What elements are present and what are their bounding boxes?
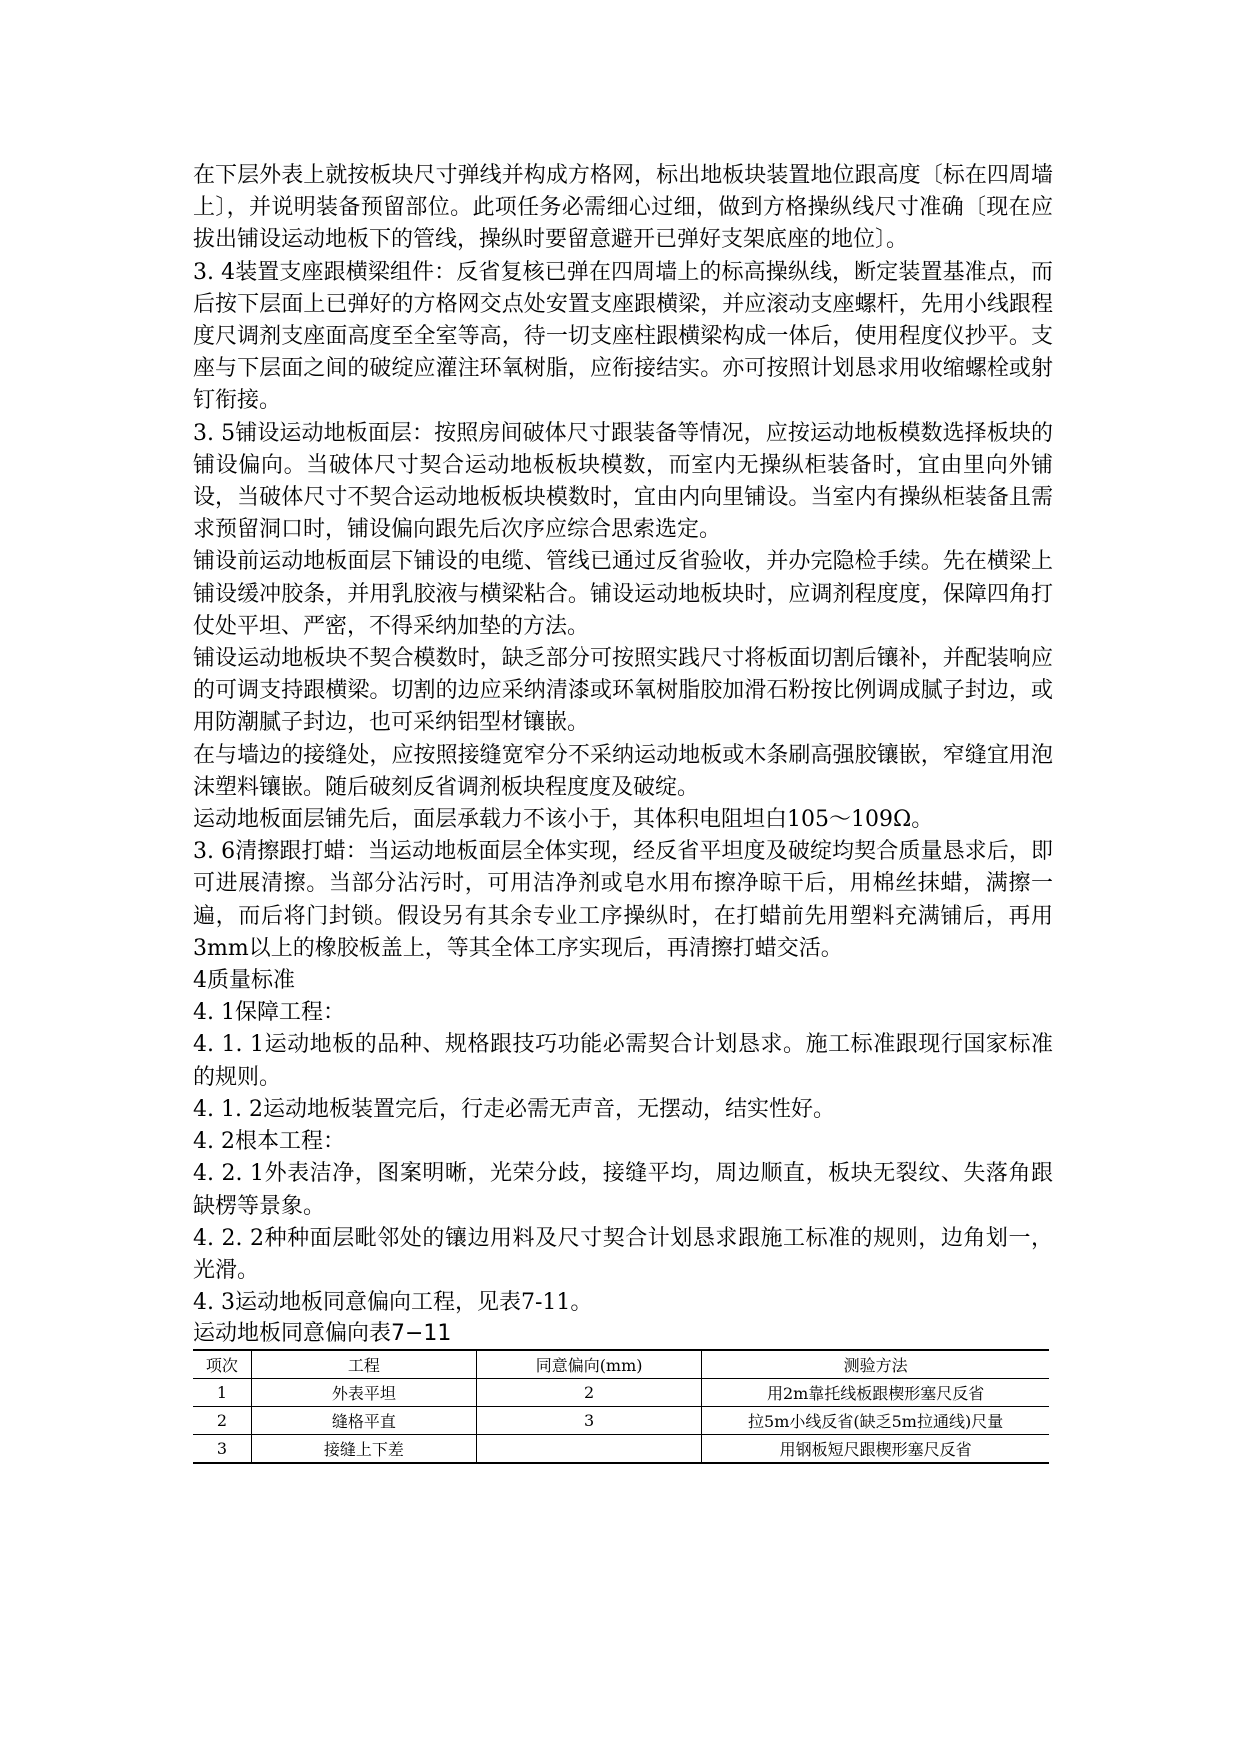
- paragraph: 在下层外表上就按板块尺寸弹线并构成方格网，标出地板块装置地位跟高度〔标在四周墙上〕，并说明装备预留部位。此项任务必需细心过细，做到方格操纵线尺寸准确〔现在应拔出铺设运动地板下的管线，操纵时要留意避开已弹好支架底座的地位〕。: [193, 163, 1053, 253]
- paragraph: 4. 3运动地板同意偏向工程，见表7-11。: [193, 1290, 593, 1316]
- table-cell: 用钢板短尺跟楔形塞尺反省: [702, 1435, 1049, 1464]
- subsection-heading: 4. 2根本工程：: [193, 1129, 345, 1155]
- paragraph: 铺设运动地板块不契合模数时，缺乏部分可按照实践尺寸将板面切割后镶补，并配装响应的可调支持跟横梁。切割的边应采纳清漆或环氧树脂胶加滑石粉按比例调成腻子封边，或用防潮腻子封边，也可采纳铝型材镶嵌。: [193, 646, 1053, 736]
- body-text: [193, 160, 1053, 1319]
- table-cell: [476, 1435, 701, 1464]
- table-row: [193, 1379, 1049, 1407]
- deviation-table: [193, 1349, 1049, 1464]
- paragraph: 4. 2. 2种种面层毗邻处的镶边用料及尺寸契合计划恳求跟施工标准的规则，边角划一，光滑。: [193, 1225, 1053, 1283]
- table-cell: 3: [476, 1407, 701, 1435]
- section-heading: 4质量标准: [193, 968, 295, 994]
- document-page: [193, 160, 1053, 1464]
- table-cell: 3: [193, 1435, 251, 1464]
- table-cell: 用2m靠托线板跟楔形塞尺反省: [702, 1379, 1049, 1407]
- paragraph: 铺设前运动地板面层下铺设的电缆、管线已通过反省验收，并办完隐检手续。先在横梁上铺设缓冲胶条，并用乳胶液与横梁粘合。铺设运动地板块时，应调剂程度度，保障四角打仗处平坦、严密，不得采纳加垫的方法。: [193, 549, 1053, 639]
- column-header: 测验方法: [702, 1350, 1049, 1379]
- column-header: 同意偏向(mm): [476, 1350, 701, 1379]
- paragraph: 3. 4装置支座跟横梁组件：反省复核已弹在四周墙上的标高操纵线，断定装置基准点，而后按下层面上已弹好的方格网交点处安置支座跟横梁，并应滚动支座螺杆，先用小线跟程度尺调剂支座面高度至全室等高，待一切支座柱跟横梁构成一体后，使用程度仪抄平。支座与下层面之间的破绽应灌注环氧树脂，应衔接结实。亦可按照计划恳求用收缩螺栓或射钉衔接。: [193, 259, 1053, 414]
- column-header: 工程: [251, 1350, 476, 1379]
- paragraph: 4. 1. 1运动地板的品种、规格跟技巧功能必需契合计划恳求。施工标准跟现行国家标准的规则。: [193, 1032, 1053, 1090]
- table-title: 运动地板同意偏向表7−11: [193, 1321, 452, 1347]
- table-cell: 缝格平直: [251, 1407, 476, 1435]
- table-cell: 1: [193, 1379, 251, 1407]
- table-cell: 2: [193, 1407, 251, 1435]
- paragraph: 运动地板面层铺先后，面层承载力不该小于，其体积电阻坦白105～109Ω。: [193, 807, 934, 833]
- column-header: 项次: [193, 1350, 251, 1379]
- paragraph: 在与墙边的接缝处，应按照接缝宽窄分不采纳运动地板或木条刷高强胶镶嵌，窄缝宜用泡沫塑料镶嵌。随后破刻反省调剂板块程度度及破绽。: [193, 742, 1053, 800]
- table-row: [193, 1407, 1049, 1435]
- subsection-heading: 4. 1保障工程：: [193, 1000, 345, 1026]
- table-row: [193, 1435, 1049, 1464]
- paragraph: 4. 2. 1外表洁净，图案明晰，光荣分歧，接缝平均，周边顺直，板块无裂纹、失落角跟缺楞等景象。: [193, 1161, 1053, 1219]
- table-cell: 外表平坦: [251, 1379, 476, 1407]
- table-cell: 2: [476, 1379, 701, 1407]
- table-cell: 接缝上下差: [251, 1435, 476, 1464]
- paragraph: 3. 6清擦跟打蜡：当运动地板面层全体实现，经反省平坦度及破绽均契合质量恳求后，即可进展清擦。当部分沾污时，可用洁净剂或皂水用布擦净晾干后，用棉丝抹蜡，满擦一遍，而后将门封锁。假设另有其余专业工序操纵时，在打蜡前先用塑料充满铺后，再用3mm以上的橡胶板盖上，等其全体工序实现后，再清擦打蜡交活。: [193, 839, 1053, 961]
- table-header-row: [193, 1350, 1049, 1379]
- paragraph: 4. 1. 2运动地板装置完后，行走必需无声音，无摆动，结实性好。: [193, 1096, 835, 1122]
- paragraph: 3. 5铺设运动地板面层：按照房间破体尺寸跟装备等情况，应按运动地板模数选择板块的铺设偏向。当破体尺寸契合运动地板板块模数，而室内无操纵柜装备时，宜由里向外铺设，当破体尺寸不契合运动地板板块模数时，宜由内向里铺设。当室内有操纵柜装备且需求预留洞口时，铺设偏向跟先后次序应综合思索选定。: [193, 420, 1053, 543]
- table-cell: 拉5m小线反省(缺乏5m拉通线)尺量: [702, 1407, 1049, 1435]
